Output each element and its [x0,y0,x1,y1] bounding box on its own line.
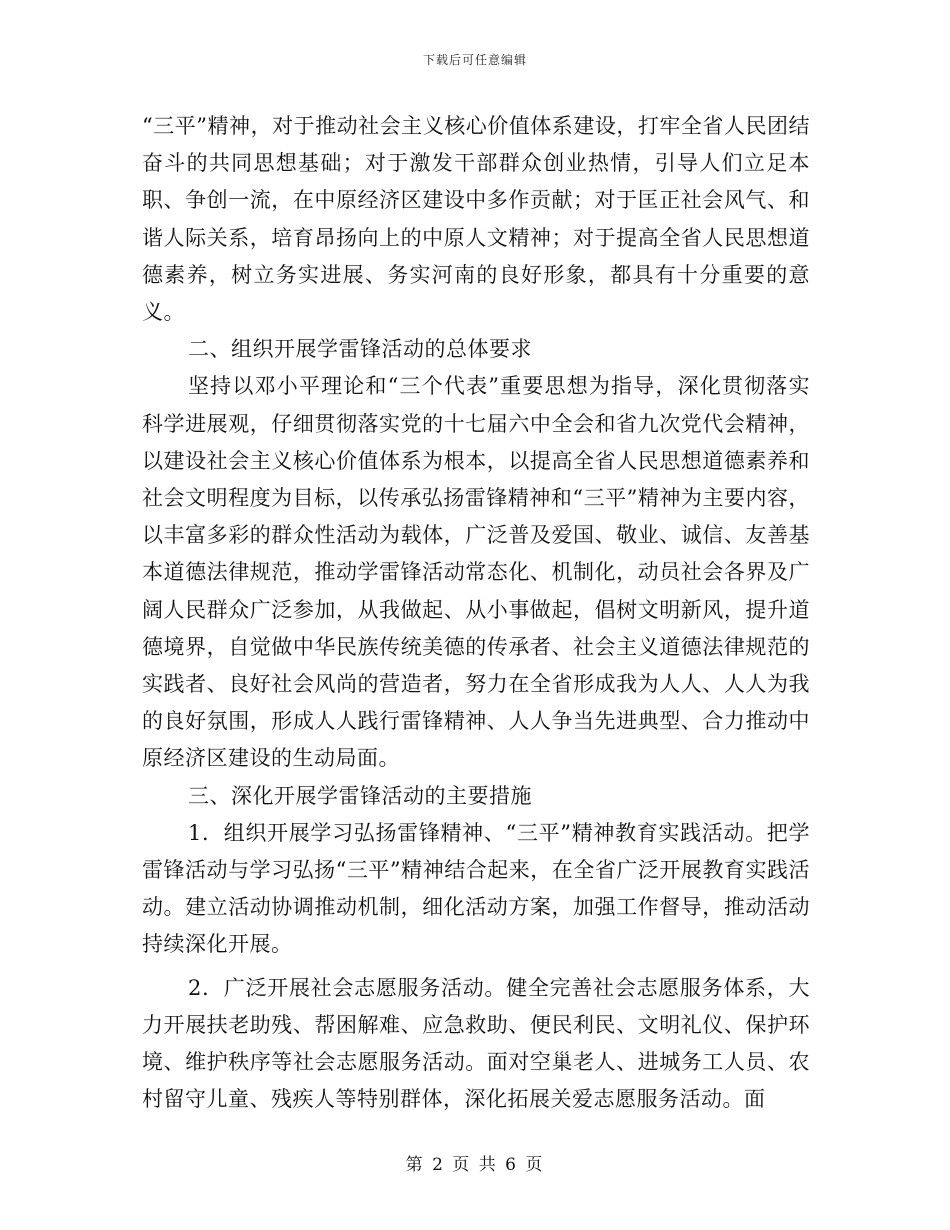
body-paragraph: 1．组织开展学习弘扬雷锋精神、“三平”精神教育实践活动。把学雷锋活动与学习弘扬“三平”精神结合起来，在全省广泛开展教育实践活动。建立活动协调推动机制，细化活动方案，加强工作督导，推动活动持续深化开展。 [142,820,810,957]
document-body [142,108,810,1118]
body-paragraph: 坚持以邓小平理论和“三个代表”重要思想为指导，深化贯彻落实科学进展观，仔细贯彻落实党的十七届六中全会和省九次党代会精神，以建设社会主义核心价值体系为根本，以提高全省人民思想道德素养和社会文明程度为目标，以传承弘扬雷锋精神和“三平”精神为主要内容，以丰富多彩的群众性活动为载体，广泛普及爱国、敬业、诚信、友善基本道德法律规范，推动学雷锋活动常态化、机制化，动员社会各界及广阔人民群众广泛参加，从我做起、从小事做起，倡树文明新风，提升道德境界，自觉做中华民族传统美德的传承者、社会主义道德法律规范的实践者、良好社会风尚的营造者，努力在全省形成我为人人、人人为我的良好氛围，形成人人践行雷锋精神、人人争当先进典型、合力推动中原经济区建设的生动局面。 [142,374,810,771]
page-header: 下载后可任意编辑 [422,53,527,67]
section-heading: 二、组织开展学雷锋活动的总体要求 [188,337,532,362]
body-paragraph: “三平”精神，对于推动社会主义核心价值体系建设，打牢全省人民团结奋斗的共同思想基础；对于激发干部群众创业热情，引导人们立足本职、争创一流，在中原经济区建设中多作贡献；对于匡正社会风气、和谐人际关系，培育昂扬向上的中原人文精神；对于提高全省人民思想道德素养，树立务实进展、务实河南的良好形象，都具有十分重要的意义。 [142,114,810,325]
body-paragraph: 2．广泛开展社会志愿服务活动。健全完善社会志愿服务体系，大力开展扶老助残、帮困解难、应急救助、便民利民、文明礼仪、保护环境、维护秩序等社会志愿服务活动。面对空巢老人、进城务工人员、农村留守儿童、残疾人等特别群体，深化拓展关爱志愿服务活动。面 [142,975,810,1112]
section-heading: 三、深化开展学雷锋活动的主要措施 [188,783,532,808]
page-number-footer: 第 2 页 共 6 页 [405,1155,545,1175]
